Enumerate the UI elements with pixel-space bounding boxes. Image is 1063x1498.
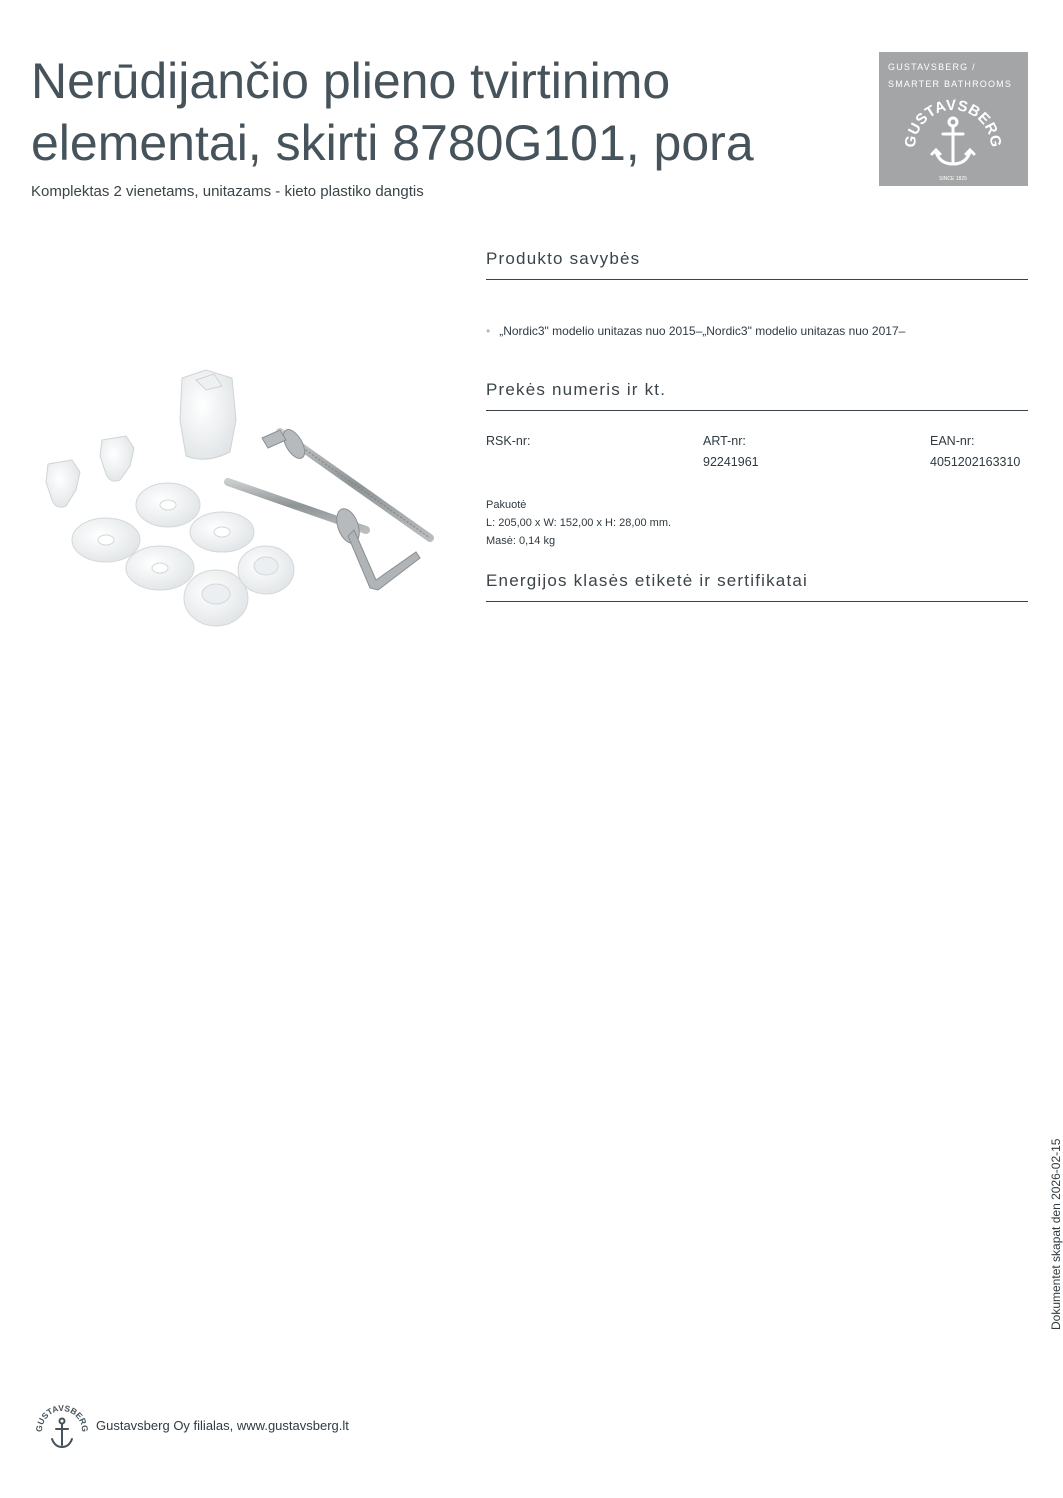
page-title-line-1: Nerūdijančio plieno tvirtinimo bbox=[31, 53, 671, 109]
property-bullet-text: „Nordic3" modelio unitazas nuo 2015–„Nordic3" modelio unitazas nuo 2017– bbox=[499, 324, 906, 338]
packaging-info bbox=[486, 496, 671, 550]
art-label: ART-nr: bbox=[703, 434, 746, 448]
numbers-section bbox=[486, 380, 1028, 411]
document-date-note: Dokumentet skapat den 2026-02-15 bbox=[1049, 1138, 1063, 1330]
packaging-weight: Masė: 0,14 kg bbox=[486, 535, 556, 547]
emblem-since: SINCE 1825 bbox=[939, 176, 967, 182]
footer-text: Gustavsberg Oy filialas, www.gustavsberg.lt bbox=[96, 1418, 349, 1433]
rsk-field bbox=[486, 434, 530, 455]
numbers-section-title: Prekės numeris ir kt. bbox=[486, 380, 667, 399]
logo-tagline: SMARTER BATHROOMS bbox=[888, 79, 1013, 89]
art-field bbox=[703, 434, 759, 469]
properties-section-title: Produkto savybės bbox=[486, 249, 641, 268]
rsk-label: RSK-nr: bbox=[486, 434, 531, 448]
energy-section bbox=[486, 571, 1028, 602]
brand-logo bbox=[879, 52, 1028, 186]
list-item bbox=[486, 324, 905, 338]
anchor-emblem-icon bbox=[898, 88, 1008, 186]
ean-field bbox=[930, 434, 1020, 469]
footer-emblem-text: GUSTAVSBERG bbox=[34, 1402, 90, 1433]
energy-section-title: Energijos klasės etiketė ir sertifikatai bbox=[486, 571, 809, 590]
packaging-label: Pakuotė bbox=[486, 499, 527, 511]
page-title-line-2: elementai, skirti 8780G101, pora bbox=[31, 115, 754, 171]
packaging-dimensions: L: 205,00 x W: 152,00 x H: 28,00 mm. bbox=[486, 517, 672, 529]
page-subtitle: Komplektas 2 vienetams, unitazams - kieto plastiko dangtis bbox=[31, 183, 424, 200]
footer-anchor-icon bbox=[34, 1397, 90, 1453]
page-title bbox=[31, 50, 861, 174]
ean-value: 4051202163310 bbox=[930, 455, 1021, 469]
ean-label: EAN-nr: bbox=[930, 434, 975, 448]
properties-section bbox=[486, 249, 1028, 280]
logo-brand-text: GUSTAVSBERG / bbox=[888, 62, 976, 72]
art-value: 92241961 bbox=[703, 455, 759, 469]
product-image bbox=[36, 360, 446, 635]
emblem-text: GUSTAVSBERG bbox=[901, 96, 1005, 149]
bullet-dot-icon: • bbox=[486, 324, 491, 338]
